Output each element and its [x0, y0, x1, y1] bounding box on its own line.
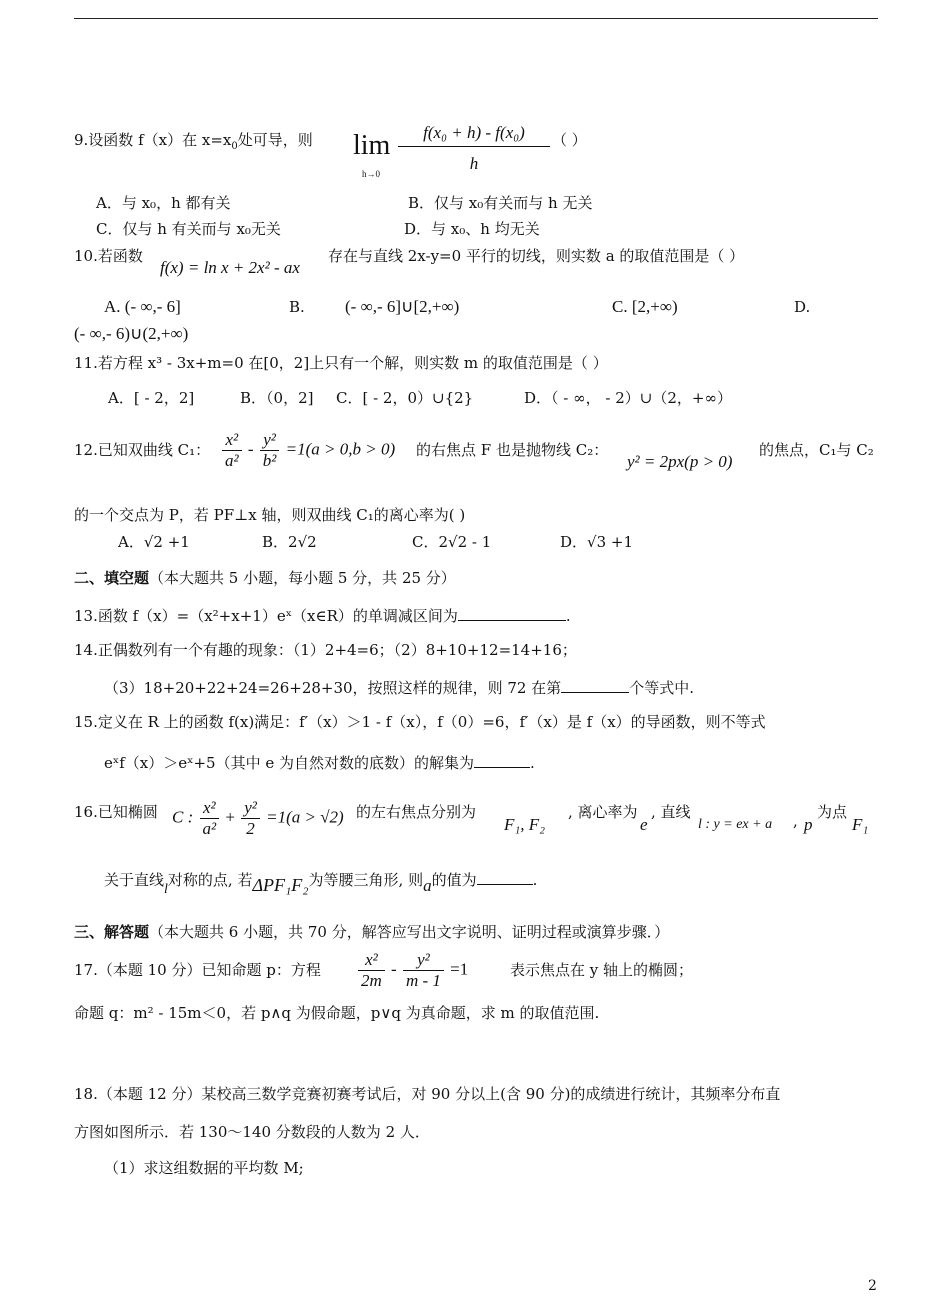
- q10-option-b-label: B.: [289, 298, 305, 316]
- q16-f1: F₁: [852, 815, 869, 834]
- q12-stem-prefix: 12.已知双曲线 C₁：: [74, 441, 211, 459]
- page-number: 2: [868, 1278, 877, 1294]
- q9-denominator: h: [469, 154, 479, 173]
- q10-option-d: (- ∞,- 6)∪(2,+∞): [74, 324, 189, 343]
- q11-option-c: C．[ - 2，0）∪{2}: [336, 389, 474, 407]
- q16-foci: F₁, F₂: [504, 815, 546, 834]
- top-rule: [74, 18, 878, 19]
- q12-stem-mid: 的右焦点 F 也是抛物线 C₂：: [416, 441, 609, 459]
- q13-answer-blank: [458, 604, 566, 621]
- q16-point-p: p: [804, 815, 813, 834]
- q16-frac-x: $\frac{\text{x²}}{\text{a²}}$: [200, 798, 220, 839]
- q10-stem-prefix: 10.若函数: [74, 247, 143, 265]
- q16-frac-y: $\frac{\text{y²}}{2}$: [241, 798, 260, 839]
- q9-lim-sub: h→0: [362, 169, 380, 179]
- q13-stem: 13.函数 f（x）=（x²+x+1）eˣ（x∈R）的单调减区间为 .: [74, 604, 571, 626]
- q17-frac-x: $\frac{\text{x²}}{2m}$: [358, 950, 385, 991]
- q10-option-c: C. [2,+∞): [612, 297, 678, 316]
- q16-text4: ,: [793, 812, 798, 830]
- q9-stem: 9.设函数 f（x）在 $x=x_0$处可导，则: [74, 131, 313, 152]
- q12-option-d: D．√3 +1: [560, 533, 634, 551]
- q18-line2: 方图如图所示．若 130～140 分数段的人数为 2 人．: [74, 1123, 430, 1141]
- q18-line1: 18.（本题 12 分）某校高三数学竞赛初赛考试后，对 90 分以上(含 90 分)的成绩进行统计，其频率分布直: [74, 1085, 781, 1103]
- q11-option-a: A．[ - 2，2]: [108, 389, 195, 407]
- q12-option-a: A．√2 +1: [118, 533, 190, 551]
- q10-function: f(x) = ln x + 2x² - ax: [160, 258, 300, 277]
- q10-option-b: (- ∞,- 6]∪[2,+∞): [345, 297, 460, 316]
- q17-prefix: 17.（本题 10 分）已知命题 p：方程: [74, 961, 321, 979]
- q9-paren: （ ）: [552, 131, 587, 149]
- q16-answer-blank: [477, 868, 533, 885]
- q9-option-b: B．仅与 x₀有关而与 h 无关: [408, 194, 593, 212]
- q16-text2: , 离心率为: [568, 803, 638, 821]
- q10-option-d-label: D.: [794, 298, 811, 316]
- q16-text5: 为点: [817, 803, 848, 821]
- q9-numerator: f(x₀ + h) - f(x₀): [398, 120, 550, 147]
- q14-line1: 14.正偶数列有一个有趣的现象：（1）2+4=6；（2）8+10+12=14+16；: [74, 641, 577, 659]
- q16-ellipse: C : $\frac{\text{x²}}{\text{a²}}$ + $\frac{\text{y²}}{2}$ =1(a > √2): [172, 798, 344, 838]
- q17-suffix: 表示焦点在 y 轴上的椭圆；: [510, 961, 694, 979]
- q17-frac-y: $\frac{\text{y²}}{m - 1}$: [403, 950, 444, 991]
- q10-stem-suffix: 存在与直线 2x-y=0 平行的切线，则实数 a 的取值范围是（ ）: [328, 247, 745, 265]
- q12-stem-suffix: 的焦点，C₁与 C₂: [759, 441, 874, 459]
- q15-line1: 15.定义在 R 上的函数 f(x)满足：f′（x）＞1 - f（x），f（0）=6，f′（x）是 f（x）的导函数，则不等式: [74, 713, 766, 731]
- q11-option-d: D．（ - ∞， - 2）∪（2，+∞）: [524, 389, 732, 407]
- q12-option-c: C．2√2 - 1: [412, 533, 492, 551]
- q12-frac-y: $\frac{\text{y²}}{\text{b²}}$: [260, 430, 280, 471]
- q9-lim: lim: [353, 130, 391, 161]
- q12-line2: 的一个交点为 P，若 PF⊥x 轴，则双曲线 C₁的离心率为( ): [74, 506, 466, 524]
- q11-option-b: B．（0，2]: [240, 389, 314, 407]
- q12-option-b: B．2√2: [262, 533, 317, 551]
- q12-parabola: y² = 2px(p > 0): [627, 452, 733, 471]
- q14-line2: （3）18+20+22+24=26+28+30，按照这样的规律，则 72 在第 个等式中.: [104, 676, 694, 698]
- q16-text1: 的左右焦点分别为: [356, 803, 477, 821]
- q15-line2: eˣf（x）＞eˣ+5（其中 e 为自然对数的底数）的解集为 .: [104, 751, 535, 773]
- q10-option-a: A. (- ∞,- 6]: [104, 297, 181, 316]
- section-2-heading: 二、填空题（本大题共 5 小题，每小题 5 分，共 25 分）: [74, 569, 456, 587]
- q12-frac-x: $\frac{\text{x²}}{\text{a²}}$: [222, 430, 242, 471]
- q18-line3: （1）求这组数据的平均数 M;: [104, 1159, 304, 1177]
- q16-line2: 关于直线l对称的点, 若ΔPF₁F₂为等腰三角形, 则a的值为 .: [104, 868, 537, 892]
- q16-text3: , 直线: [651, 803, 691, 821]
- q16-prefix: 16.已知椭圆: [74, 803, 158, 821]
- q17-equation: $\frac{\text{x²}}{2m}$ - $\frac{\text{y²}}{m - 1}$ =1: [356, 950, 468, 991]
- section-3-heading: 三、解答题（本大题共 6 小题，共 70 分，解答应写出文字说明、证明过程或演算步骤．）: [74, 923, 670, 941]
- q9-option-d: D．与 x₀、h 均无关: [404, 220, 540, 238]
- q17-line2: 命题 q：m² - 15m＜0，若 p∧q 为假命题，p∨q 为真命题，求 m 的取值范围.: [74, 1004, 600, 1022]
- q16-line-eq: l : y = ex + a: [698, 817, 773, 832]
- q11-stem: 11.若方程 x³ - 3x+m=0 在[0，2]上只有一个解，则实数 m 的取值范围是（ ）: [74, 354, 608, 372]
- q12-hyperbola: $\frac{\text{x²}}{\text{a²}}$ - $\frac{\text{y²}}{\text{b²}}$ =1(a > 0,b > 0): [220, 430, 395, 471]
- q9-option-c: C．仅与 h 有关而与 x₀无关: [96, 220, 281, 238]
- q15-answer-blank: [474, 751, 530, 768]
- q9-option-a: A．与 x₀，h 都有关: [96, 194, 231, 212]
- q14-answer-blank: [561, 676, 629, 693]
- q16-eccentricity: e: [640, 815, 648, 834]
